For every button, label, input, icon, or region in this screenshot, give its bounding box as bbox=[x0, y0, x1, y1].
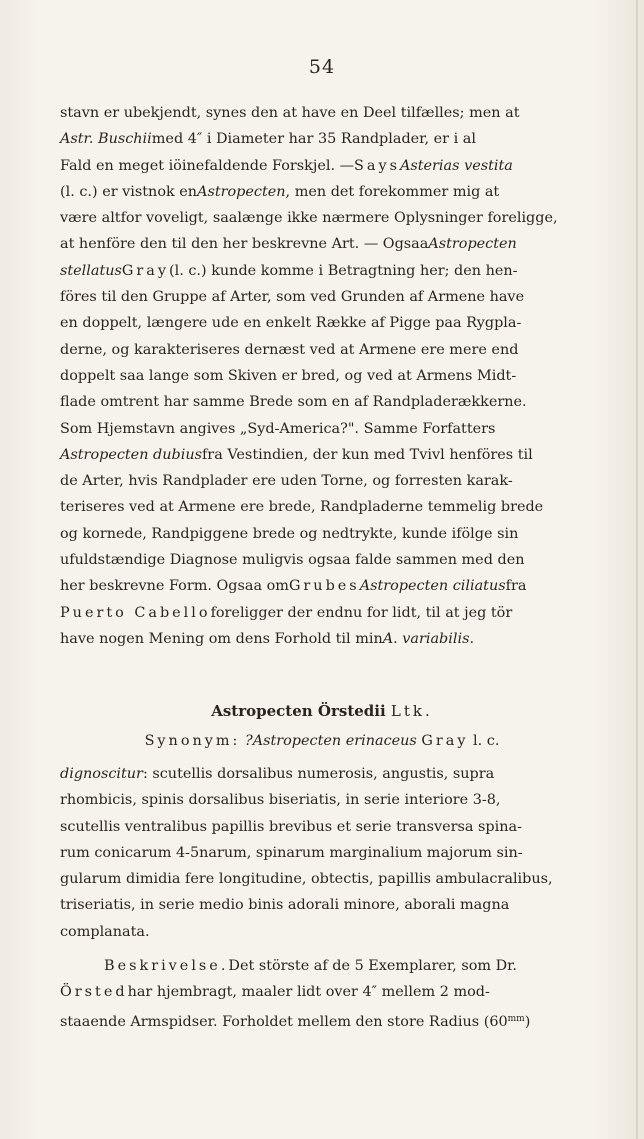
species-name: Astropecten Örstedii bbox=[211, 702, 386, 720]
text-line: have nogen Mening om dens Forhold til minA. variabilis. bbox=[60, 630, 475, 647]
synonym-line: Synonym: ?Astropecten erinaceus Gray l. c. bbox=[144, 733, 500, 749]
description-paragraph bbox=[60, 953, 586, 1032]
text-line: föres til den Gruppe af Arter, som ved Grunden af Armene have bbox=[60, 289, 525, 306]
page-edge bbox=[636, 0, 638, 1139]
page-number: 54 bbox=[308, 56, 336, 78]
text-line: teriseres ved at Armene ere brede, Randpladerne temmelig brede bbox=[60, 499, 544, 516]
text-line: rum conicarum 4-5narum, spinarum marginalium majorum sin- bbox=[60, 844, 523, 861]
text-line: Som Hjemstavn angives „Syd-America?". Samme Forfatters bbox=[60, 420, 496, 437]
text-line: være altfor voveligt, saalænge ikke nærmere Oplysninger foreligge, bbox=[60, 210, 558, 227]
text-line: staaende Armspidser. Forholdet mellem den store Radius $(60^{mm})$ bbox=[60, 1013, 531, 1031]
species-author: Ltk. bbox=[390, 702, 433, 720]
text-line: triseriatis, in serie medio binis adorali minore, aborali magna bbox=[60, 897, 510, 914]
text-line: dignoscitur: scutellis dorsalibus numerosis, angustis, supra bbox=[60, 766, 495, 782]
text-line: rhombicis, spinis dorsalibus biseriatis, in serie interiore 3-8, bbox=[60, 792, 501, 809]
text-line: Astr. Buschiimed 4″ i Diameter har 35 Randplader, er i al bbox=[60, 131, 476, 148]
text-line: derne, og karakteriseres dernæst ved at Armene ere mere end bbox=[60, 341, 519, 358]
species-heading bbox=[0, 702, 644, 720]
text-line: (l. c.) er vistnok enAstropecten, men det forekommer mig at bbox=[60, 183, 500, 200]
text-line: Astropecten dubiusfra Vestindien, der kun med Tvivl henföres til bbox=[60, 446, 533, 463]
text-line: at henföre den til den her beskrevne Art. — OgsaaAstropecten bbox=[60, 236, 517, 253]
text-line: Örstedhar hjembragt, maaler lidt over 4″ mellem 2 mod- bbox=[60, 984, 490, 1001]
text-line: ufuldstændige Diagnose muligvis ogsaa falde sammen med den bbox=[60, 552, 525, 569]
text-line: og kornede, Randpiggene brede og nedtrykte, kunde ifölge sin bbox=[60, 525, 519, 542]
text-line: Beskrivelse.Det störste af de 5 Exemplarer, som Dr. bbox=[104, 958, 517, 974]
text-line: flade omtrent har samme Brede som en af Randpladerækkerne. bbox=[60, 394, 527, 411]
diagnosis-paragraph bbox=[60, 761, 586, 945]
text-line: stellatusGray(l. c.) kunde komme i Betragtning her; den hen- bbox=[60, 262, 518, 279]
text-line: Fald en meget iöinefaldende Forskjel. —SaysAsterias vestita bbox=[60, 157, 513, 174]
text-line: complanata. bbox=[60, 923, 150, 940]
paragraph-1 bbox=[60, 100, 586, 652]
text-line: gularum dimidia fere longitudine, obtectis, papillis ambulacralibus, bbox=[60, 871, 553, 888]
text-line: scutellis ventralibus papillis brevibus et serie transversa spina- bbox=[60, 818, 522, 835]
text-line: her beskrevne Form. Ogsaa omGrubesAstropecten ciliatusfra bbox=[60, 578, 527, 595]
text-line: stavn er ubekjendt, synes den at have en Deel tilfælles; men at bbox=[60, 105, 520, 121]
text-line: de Arter, hvis Randplader ere uden Torne, og forresten karak- bbox=[60, 473, 513, 490]
text-line: doppelt saa lange som Skiven er bred, og ved at Armens Midt- bbox=[60, 367, 517, 384]
text-line: en doppelt, længere ude en enkelt Række af Pigge paa Rygpla- bbox=[60, 315, 522, 332]
text-line: Puerto Cabelloforeligger der endnu for lidt, til at jeg tör bbox=[60, 604, 513, 621]
